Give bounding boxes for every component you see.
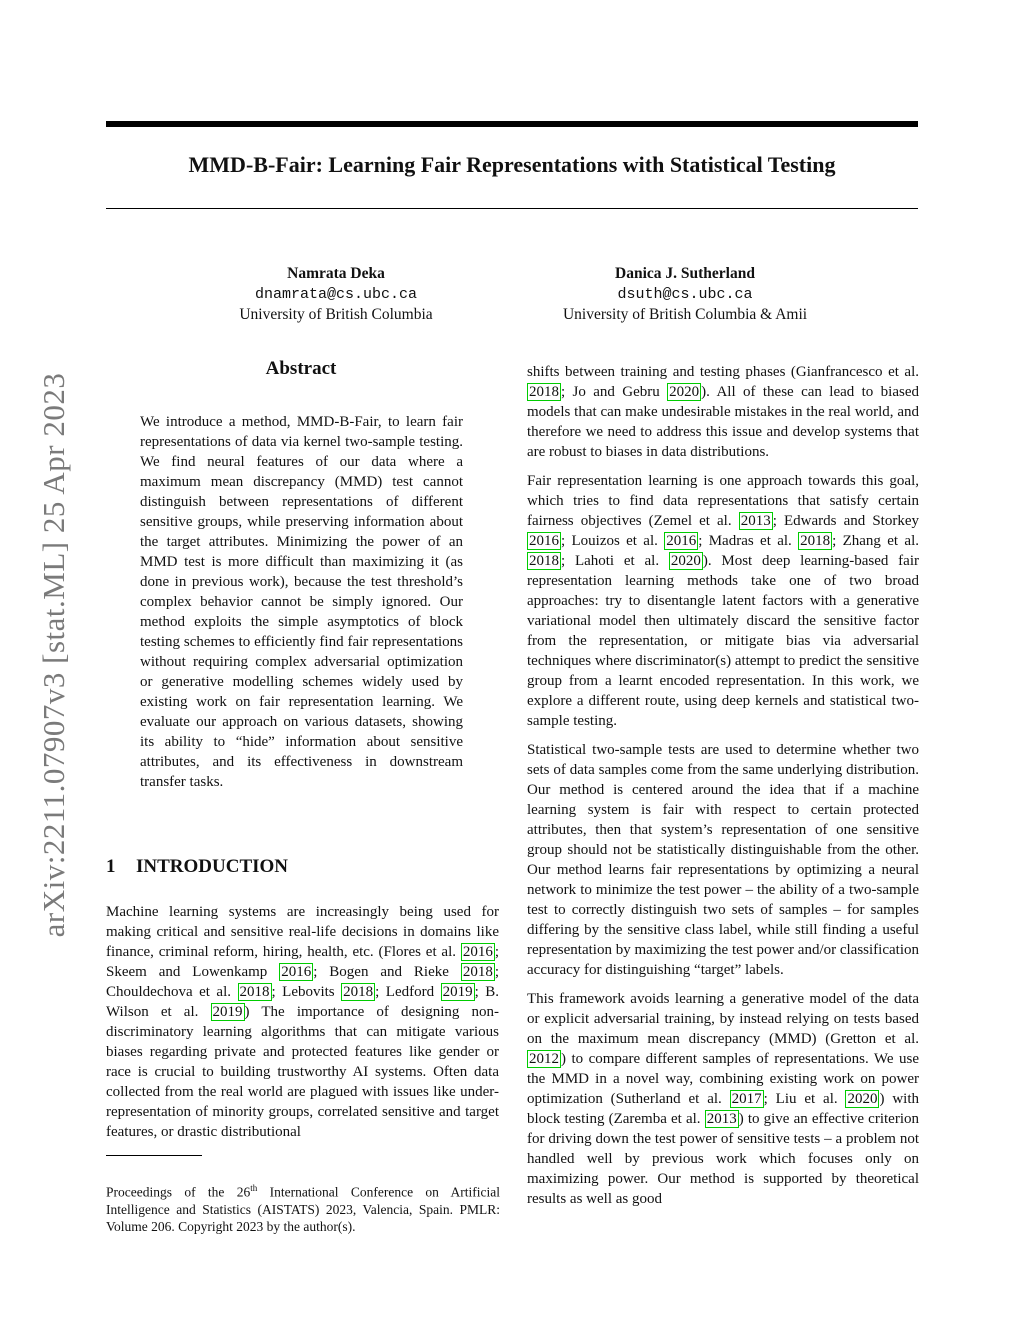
citation-link[interactable]: 2019 [212, 1004, 243, 1020]
section-heading [106, 856, 288, 878]
citation-link[interactable]: 2018 [343, 984, 374, 1000]
footnote-rule [106, 1155, 202, 1156]
title-rule-top [106, 121, 918, 127]
arxiv-margin-label: arXiv:2211.07907v3 [stat.ML] 25 Apr 2023 [36, 372, 71, 938]
section-title: INTRODUCTION [136, 856, 289, 877]
body-paragraph: Statistical two-sample tests are used to determine whether two sets of data samples come from the same underlying distribution. Our method is centered around the idea that if a machine learning system is fair with respect to certain protected attributes, then that system’s representation of one sensitive group should not be statistically distinguishable from the other. Our method learns fair representations by optimizing a neural network to minimize the test power – the ability of a two-sample test to correctly distinguish two sets of samples – for samples differing by the sensitive class label, while still finding a useful representation by maximizing the test power and/or classification accuracy for distinguishing “target” labels. [527, 742, 919, 978]
citation-link[interactable]: 2018 [529, 553, 559, 569]
author-block-2 [525, 264, 845, 326]
body-paragraph: shifts between training and testing phases (Gianfrancesco et al. 2018 ; Jo and Gebru 2020 ). All of these can lead to biased models that can make undesirable mistakes in the real world, and therefore we need to address this issue and develop systems that are robust to biases in data distributions. [527, 364, 920, 460]
title-rule-bottom [106, 208, 918, 209]
author-name: Danica J. Sutherland [615, 265, 755, 282]
citation-link[interactable]: 2016 [666, 533, 697, 549]
footnote: Proceedings of the 26th International Conference on Artificial Intelligence and Statistics (AISTATS) 2023, Valencia, Spain. PMLR: Volume 206. Copyright 2023 by the author(s). [106, 1183, 500, 1234]
body-paragraph: This framework avoids learning a generative model of the data or explicit adversarial training, by instead relying on tests based on the maximum mean discrepancy (MMD) (Gretton et al. 2012 ) to compare different samples of representations. We use the MMD in a novel way, combining existing work on power optimization (Sutherland et al. 2017 ; Liu et al. 2020 ) with block testing (Zaremba et al. 2013 ) to give an effective criterion for driving down the test power of sensitive tests – a problem not handled well by previous work which focuses only on maximizing power. Our method is supported by theoretical results as well as good [527, 991, 919, 1207]
author-affiliation: University of British Columbia [239, 306, 433, 323]
body-paragraph: Fair representation learning is one approach towards this goal, which tries to find data representations that satisfy certain fairness objectives (Zemel et al. 2013 ; Edwards and Storkey 2016 ; Louizos et al. 2016 ; Madras et al. 2018 ; Zhang et al. 2018 ; Lahoti et al. 2020 ). Most deep learning-based fair representation learning methods take one of two broad approaches: try to disentangle latent factors with a generative variational model then ultimately discard the sensitive factor from the representation, or mitigate bias via adversarial techniques where discriminator(s) attempt to predict the sensitive group from a learnt encoded representation. In this work, we explore a different route, using deep kernels and statistical two-sample testing. [527, 473, 919, 729]
author-block-1 [176, 264, 496, 326]
citation-link[interactable]: 2016 [462, 944, 493, 960]
citation-link[interactable]: 2013 [740, 513, 771, 529]
intro-paragraph: Machine learning systems are increasingly being used for making critical and sensitive real-life decisions in domains like finance, criminal reform, hiring, health, etc. (Flores et al. 2016 ; Skeem and Lowenkamp 2016 ; Bogen and Rieke 2018 ; Chouldechova et al. 2018 ; Lebovits 2018 ; Ledford 2019 ; B. Wilson et al. 2019 ) The importance of designing non-discriminatory learning algorithms that can mitigate various biases regarding private and protected features like gender or race is crucial to building trustworthy AI systems. Often data collected from the real world are plagued with issues like under-representation of minority groups, correlated sensitive and target features, or drastic distributional [106, 904, 499, 1140]
citation-link[interactable]: 2018 [462, 964, 493, 980]
citation-link[interactable]: 2013 [706, 1111, 737, 1127]
citation-link[interactable]: 2018 [239, 984, 270, 1000]
citation-link[interactable]: 2020 [847, 1091, 878, 1107]
abstract-heading: Abstract [265, 358, 337, 379]
abstract-text: We introduce a method, MMD-B-Fair, to learn fair representations of data via kernel two-sample testing. We find neural features of our data where a maximum mean discrepancy (MMD) test cannot distinguish between representations of different sensitive groups, while preserving information about the target attributes. Minimizing the power of an MMD test is more difficult than maximizing it (as done in previous work), because the test threshold’s complex behavior cannot be simply ignored. Our method exploits the simple asymptotics of block testing schemes to efficiently find fair representations without requiring complex adversarial optimization or generative modelling schemes widely used by existing work on fair representation learning. We evaluate our approach on various datasets, showing its ability to “hide” information about sensitive attributes, and its effectiveness in downstream transfer tasks. [140, 414, 463, 790]
citation-link[interactable]: 2012 [529, 1051, 559, 1067]
author-affiliation: University of British Columbia & Amii [562, 306, 808, 323]
citation-link[interactable]: 2019 [442, 984, 473, 1000]
citation-link[interactable]: 2020 [670, 553, 701, 569]
citation-link[interactable]: 2020 [669, 384, 700, 400]
citation-link[interactable]: 2018 [800, 533, 831, 549]
paper-title: MMD-B-Fair: Learning Fair Representations with Statistical Testing [188, 152, 836, 177]
citation-link[interactable]: 2018 [529, 384, 559, 400]
author-email: dnamrata@cs.ubc.ca [254, 285, 418, 303]
citation-link[interactable]: 2016 [529, 533, 559, 549]
section-number: 1 [106, 856, 116, 877]
citation-link[interactable]: 2017 [731, 1091, 762, 1107]
right-column [527, 362, 919, 1218]
author-name: Namrata Deka [287, 265, 385, 282]
citation-link[interactable]: 2016 [281, 964, 312, 980]
author-email: dsuth@cs.ubc.ca [617, 285, 753, 303]
